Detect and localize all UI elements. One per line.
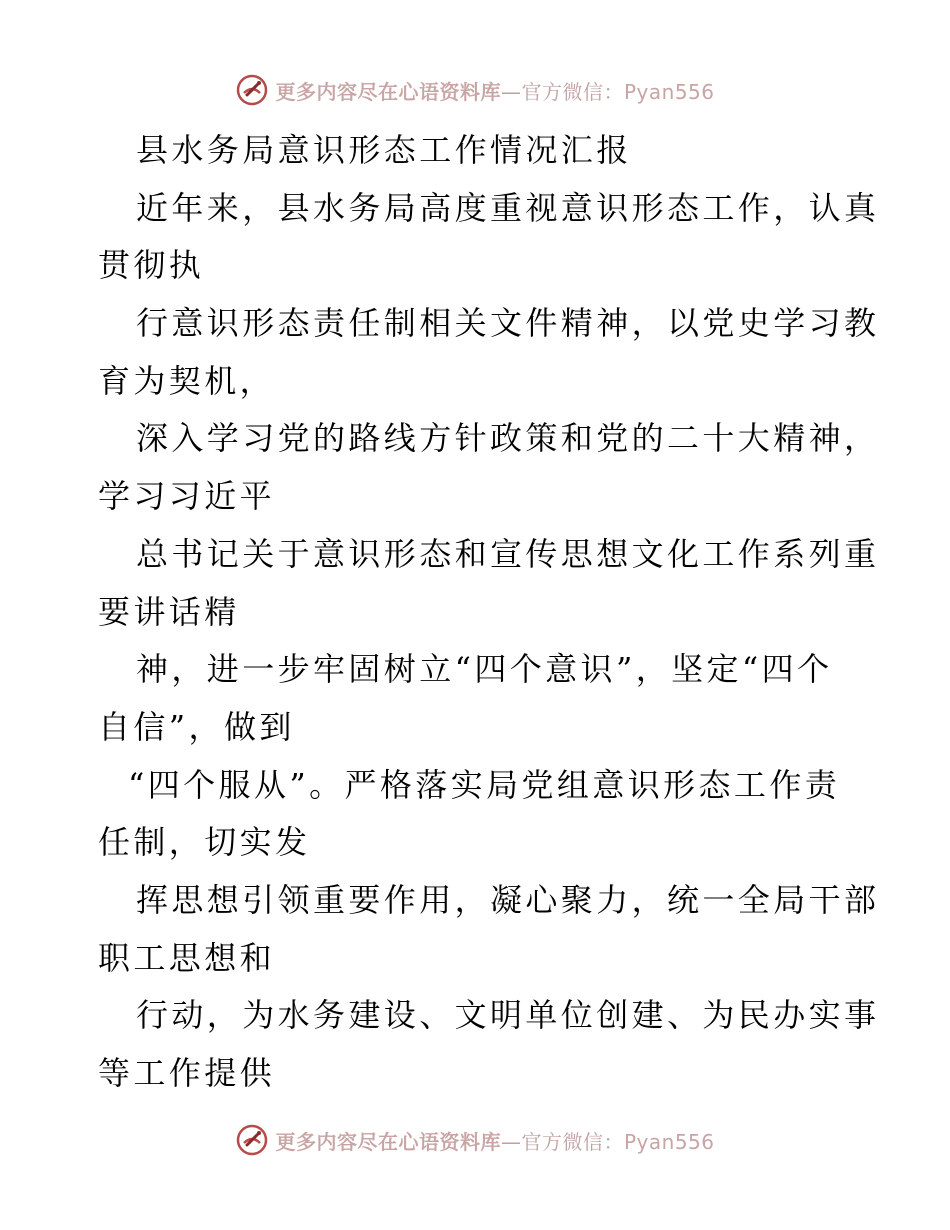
red-book-pen-logo-icon	[235, 73, 269, 107]
paragraph-line: 育为契机，	[98, 361, 276, 400]
paragraph-line: 任制，切实发	[98, 823, 311, 862]
paragraph-line: 挥思想引领重要作用，凝心聚力，统一全局干部	[136, 880, 880, 919]
paragraph-line: 总书记关于意识形态和宣传思想文化工作系列重	[136, 534, 880, 573]
paragraph-line: 行意识形态责任制相关文件精神，以党史学习教	[136, 304, 880, 343]
paragraph-line: 神，进一步牢固树立“四个意识”，坚定“四个	[136, 650, 833, 689]
red-book-pen-logo-icon	[235, 1123, 269, 1157]
header-watermark	[0, 70, 950, 110]
paragraph-line: 深入学习党的路线方针政策和党的二十大精神，	[136, 419, 880, 458]
watermark-separator: —	[500, 79, 522, 104]
paragraph-line: 职工思想和	[98, 938, 276, 977]
watermark-main-text: 更多内容尽在心语资料库	[275, 1129, 501, 1154]
watermark-wechat-label: 官方微信：	[521, 79, 624, 104]
paragraph-line: 自信”，做到	[98, 707, 295, 746]
paragraph-line: 要讲话精	[98, 592, 240, 631]
watermark-wechat-id: Pyan556	[623, 79, 715, 104]
paragraph-line: 贯彻执	[98, 246, 205, 285]
paragraph-line: 等工作提供	[98, 1054, 276, 1092]
paragraph-line: 近年来，县水务局高度重视意识形态工作，认真	[136, 188, 880, 227]
watermark-wechat-id: Pyan556	[623, 1129, 715, 1154]
watermark-wechat-label: 官方微信：	[521, 1129, 624, 1154]
paragraph-line: 行动，为水务建设、文明单位创建、为民办实事	[136, 996, 880, 1035]
document-title: 县水务局意识形态工作情况汇报	[136, 131, 632, 169]
paragraph-line: 学习习近平	[98, 477, 276, 516]
paragraph-line: “四个服从”。严格落实局党组意识形态工作责	[128, 765, 841, 804]
footer-watermark	[0, 1120, 950, 1160]
document-body	[98, 122, 880, 1103]
watermark-separator: —	[500, 1129, 522, 1154]
watermark-main-text: 更多内容尽在心语资料库	[275, 79, 501, 104]
